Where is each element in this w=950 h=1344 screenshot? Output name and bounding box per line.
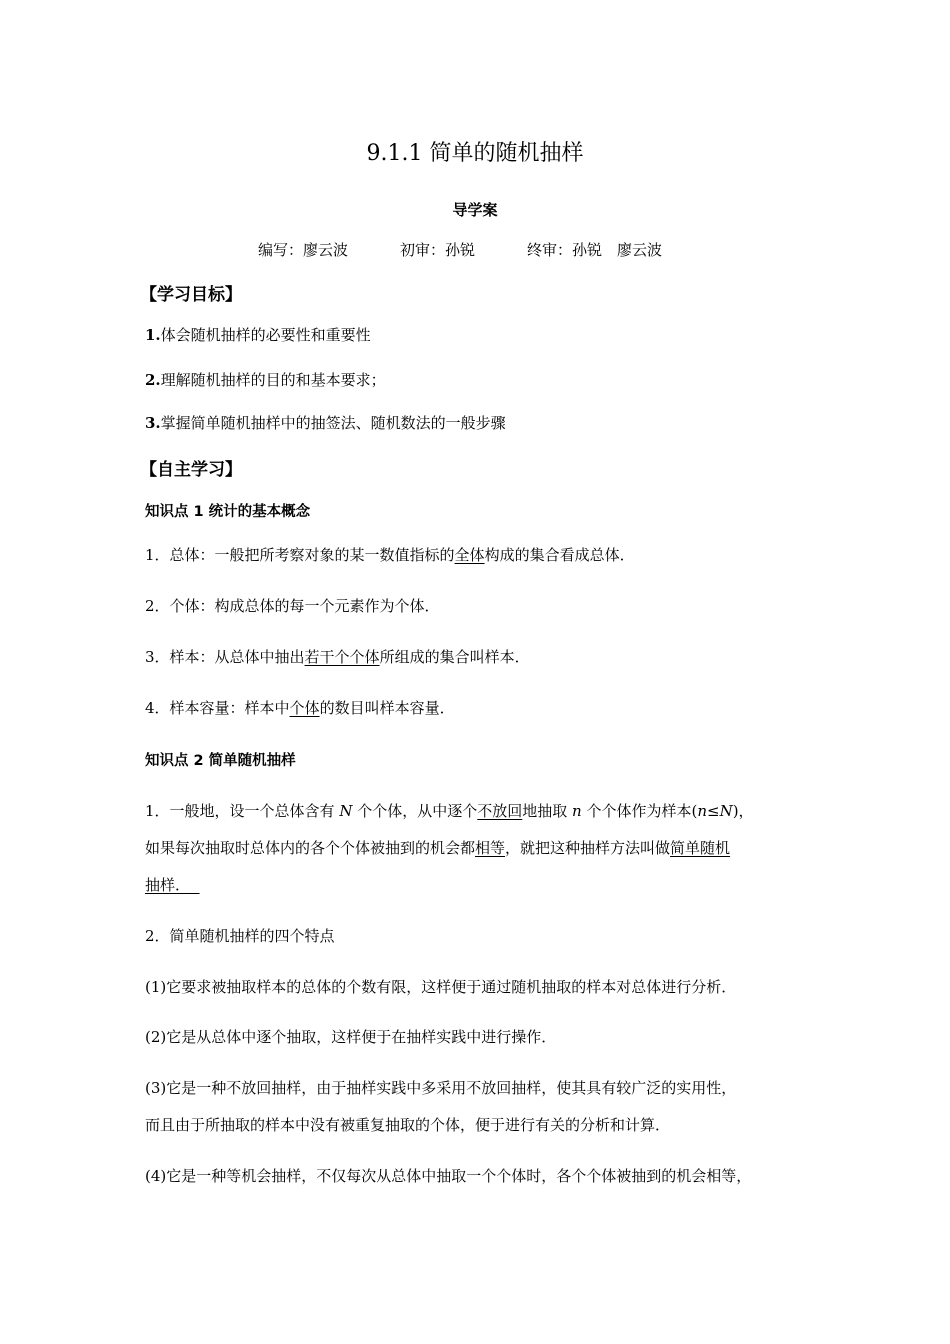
final-review-credit: 终审：孙锐 廖云波 <box>527 241 663 259</box>
first-review-credit: 初审：孙锐 <box>400 241 476 259</box>
srs-definition-line-3: 抽样． <box>145 876 191 894</box>
section-heading-goals: 【学习目标】 <box>140 285 242 305</box>
feature-item: (3)它是一种不放回抽样，由于抽样实践中多采用不放回抽样，使其具有较广泛的实用性， <box>145 1079 737 1097</box>
definition-individual: 2．个体：构成总体的每一个元素作为个体． <box>145 597 440 615</box>
definition-sample: 3．样本：从总体中抽出若干个个体所组成的集合叫样本． <box>145 648 530 666</box>
feature-item: (4)它是一种等机会抽样，不仅每次从总体中抽取一个个体时，各个个体被抽到的机会相等， <box>145 1167 752 1185</box>
feature-item: (2)它是从总体中逐个抽取，这样便于在抽样实践中进行操作． <box>145 1028 557 1046</box>
definition-sample-size: 4．样本容量：样本中个体的数目叫样本容量． <box>145 699 455 717</box>
feature-item-continued: 而且由于所抽取的样本中没有被重复抽取的个体，便于进行有关的分析和计算． <box>145 1116 671 1134</box>
goal-item: 2.理解随机抽样的目的和基本要求； <box>145 371 386 389</box>
page-subtitle: 导学案 <box>452 201 498 219</box>
knowledge-point-2-title: 知识点 2 简单随机抽样 <box>145 753 296 769</box>
section-heading-self-study: 【自主学习】 <box>140 460 242 480</box>
knowledge-point-1-title: 知识点 1 统计的基本概念 <box>145 504 311 520</box>
goal-item: 1.体会随机抽样的必要性和重要性 <box>145 326 371 344</box>
srs-features-heading: 2．简单随机抽样的四个特点 <box>145 927 335 945</box>
srs-definition-line-1: 1．一般地，设一个总体含有 N 个个体，从中逐个不放回地抽取 n 个个体作为样本(n≤N)， <box>145 802 754 820</box>
page-title: 9.1.1 简单的随机抽样 <box>366 141 584 166</box>
author-line <box>258 239 662 260</box>
editor-credit: 编写：廖云波 <box>258 241 349 259</box>
definition-population: 1．总体：一般把所考察对象的某一数值指标的全体构成的集合看成总体． <box>145 546 635 564</box>
feature-item: (1)它要求被抽取样本的总体的个数有限，这样便于通过随机抽取的样本对总体进行分析． <box>145 978 737 996</box>
srs-definition-line-2: 如果每次抽取时总体内的各个个体被抽到的机会都相等，就把这种抽样方法叫做简单随机 <box>145 839 731 857</box>
goal-item: 3.掌握简单随机抽样中的抽签法、随机数法的一般步骤 <box>145 414 506 432</box>
